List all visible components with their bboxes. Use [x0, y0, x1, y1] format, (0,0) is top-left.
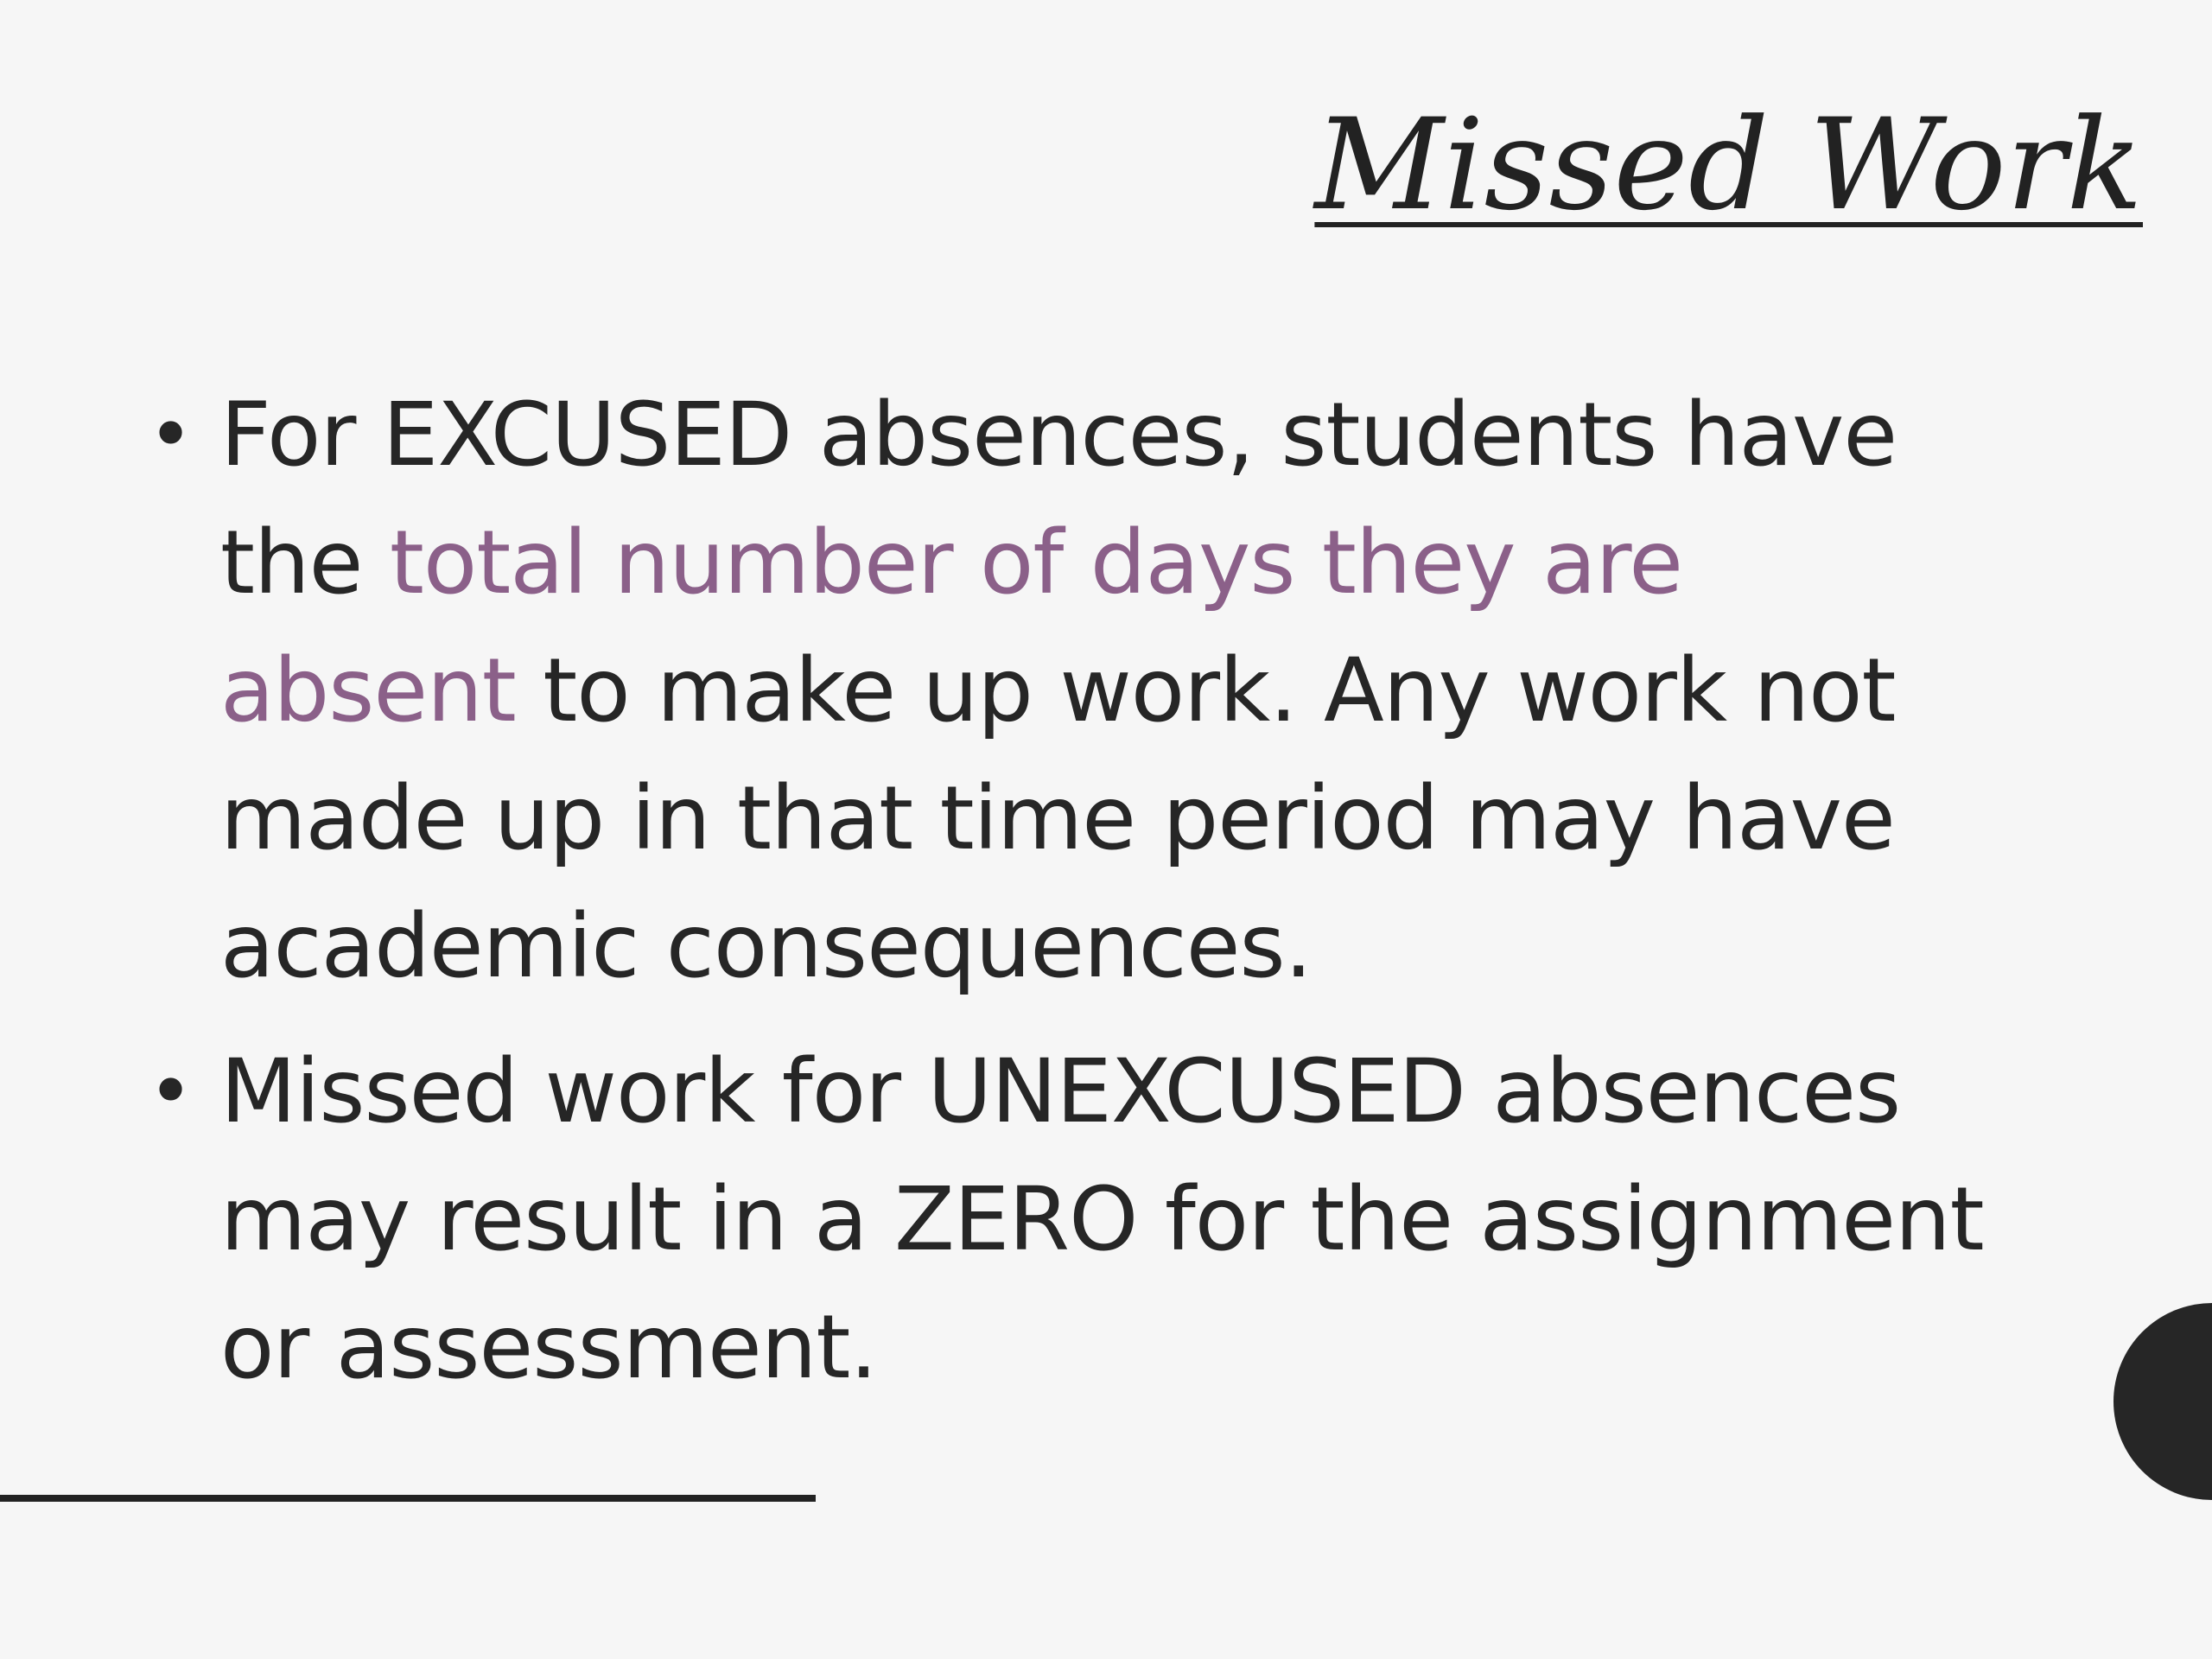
bullet-list [148, 372, 2000, 1429]
bullet-item-unexcused [148, 1028, 2000, 1412]
bullet-text-before: For EXCUSED absences, students have the [220, 384, 1897, 614]
decorative-rule [0, 1495, 816, 1502]
bullet-dot-icon: • [148, 1046, 194, 1137]
slide-title: Missed Work [1314, 92, 2143, 238]
bullet-text-after: to make up work. Any work not made up in that time period may have academic consequences. [220, 639, 1896, 998]
bullet-item-excused [148, 372, 2000, 1011]
bullet-text: Missed work for UNEXCUSED absences may result in a ZERO for the assignment or assessment. [220, 1040, 1984, 1399]
highlighted-text: total number of days they are absent [220, 512, 1683, 742]
bullet-dot-icon: • [148, 390, 194, 480]
decorative-circle [2113, 1303, 2212, 1500]
